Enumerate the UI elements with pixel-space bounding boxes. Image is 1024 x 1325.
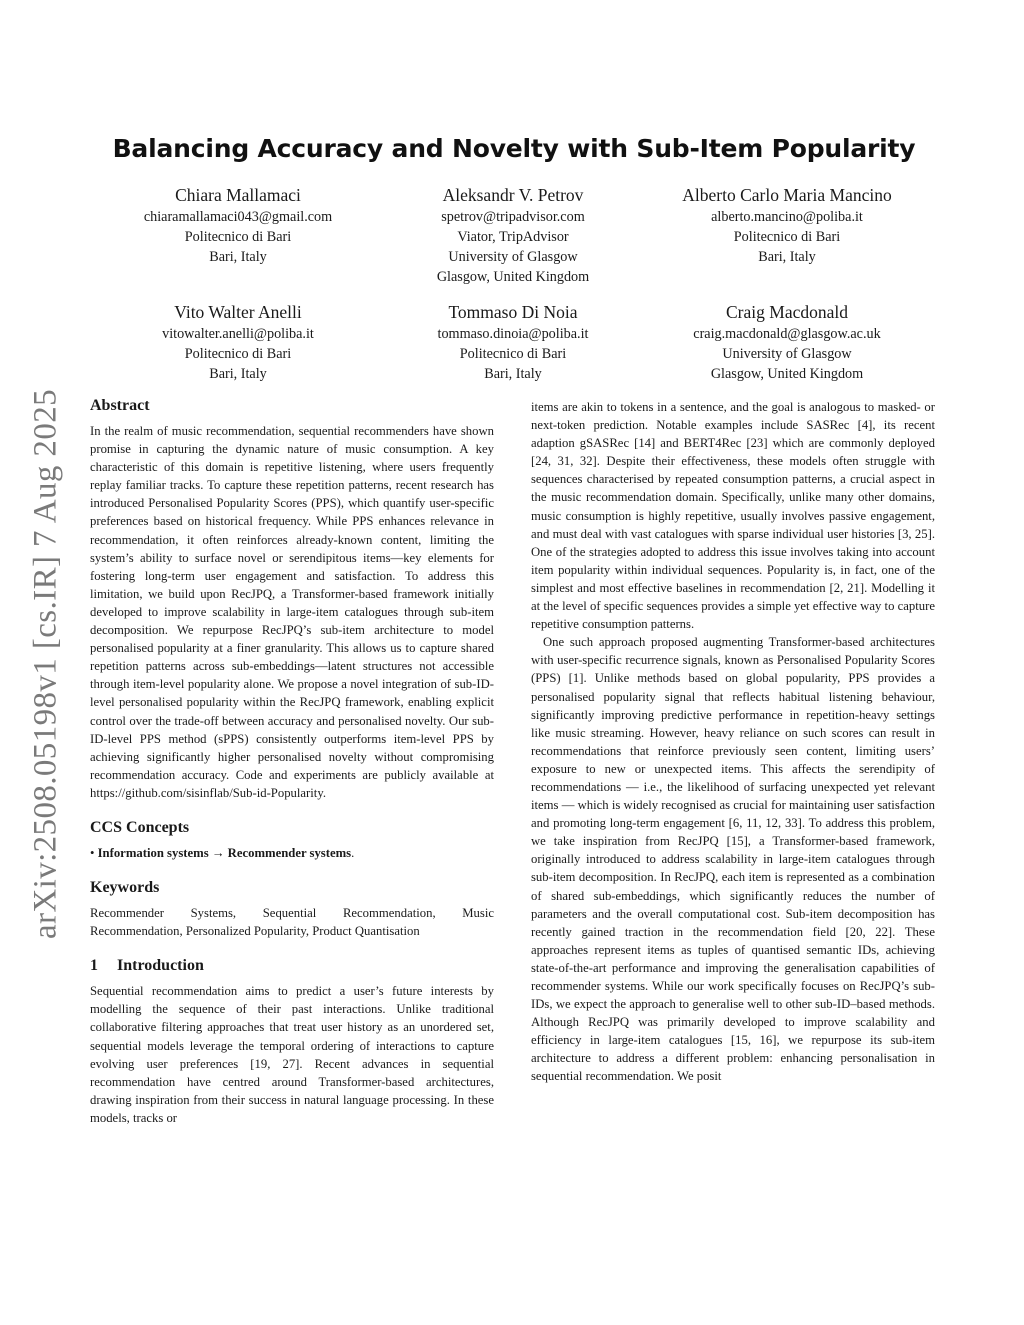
author-block [368,184,658,287]
paper-title: Balancing Accuracy and Novelty with Sub-Item Popularity [112,134,916,163]
abstract-text: In the realm of music recommendation, sequential recommenders have shown promise in capturing the dynamic nature of music consumption. A key characteristic of this domain is repetitive listening, where users frequently replay familiar tracks. To capture these repetition patterns, recent research has introduced Personalised Popularity Scores (PPS), which quantify user-specific preferences based on historical frequency. While PPS enhances relevance in recommendation, it often reinforces already-known content, limiting the system’s ability to surface novel or serendipitous items—key elements for fostering long-term user engagement and satisfaction. To address this limitation, we build upon RecJPQ, a Transformer-based framework initially developed to improve scalability in large-item catalogues through sub-item decomposition. We repurpose RecJPQ’s sub-item architecture to model personalised popularity at a finer granularity. This allows us to capture shared repetition patterns across sub-embeddings—latent structures not accessible through item-level popularity alone. We propose a novel integration of sub-ID-level personalised popularity within the RecJPQ framework, enabling explicit control over the trade-off between accuracy and personalised novelty. Our sub-ID-level PPS method (sPPS) consistently outperforms item-level PPS by achieving significantly higher personalised novelty without compromising recommendation accuracy. Code and experiments are publicly available at https://github.com/sisinflab/Sub-id-Popularity. [90,424,494,800]
author-affiliation: Politecnico di Bari [184,346,292,362]
author-affiliation: Politecnico di Bari [459,346,567,362]
ccs-concepts [90,844,494,862]
author-name: Vito Walter Anelli [174,302,302,322]
ccs-subconcept: Recommender systems [227,845,352,860]
introduction-paragraph: One such approach proposed augmenting Transformer-based architectures with user-specific recurrence signals, known as Personalised Popularity Scores (PPS) [1]. Unlike methods based on global popularity, PPS provides a personalised popularity signal that reflects habitual listening behaviour, significantly improving predictive performance in repetition-heavy settings like music streaming. However, heavy reliance on such scores can result in recommendations that reinforce previously seen content, limiting users’ exposure to new or unexpected items. This affects the serendipity of recommendations — i.e., the likelihood of surfacing unexpected yet relevant items — which is widely recognised as crucial for maintaining user satisfaction and promoting long-term engagement [6, 11, 12, 33]. To address this problem, we take inspiration from RecJPQ [15], a Transformer-based framework, originally introduced to address scalability in large-item catalogues through sub-item decomposition. In RecJPQ, each item is represented as a combination of shared sub-embeddings, which significantly reduces the number of parameters and the overall computational cost. Sub-item decomposition has recently gained traction in the recommendation field [20, 22]. These approaches represent items as tuples of quantised semantic IDs, achieving state-of-the-art performance and improving the generalisation capabilities of recommender systems. While our work specifically focuses on RecJPQ’s sub-IDs, we expect the approach to generalise well to other sub-ID–based methods. Although RecJPQ was primarily developed to improve scalability and efficiency in large-item catalogues [15, 16], we repurpose its sub-item architecture to address a different problem: enhancing personalisation in sequential recommendation. We posit [531,635,935,1084]
author-affiliation: Politecnico di Bari [733,229,841,245]
author-block [93,184,383,267]
author-email: vitowalter.anelli@poliba.it [162,326,314,342]
ccs-heading: CCS Concepts [90,818,190,836]
keywords-heading: Keywords [90,879,160,897]
author-block [93,301,383,384]
introduction-paragraph: items are akin to tokens in a sentence, and the goal is analogous to masked- or next-token prediction. Notable examples include SASRec [4], its recent adaption gSASRec [14] and BERT4Rec [23] which are commonly deployed [24, 31, 32]. Despite their effectiveness, these models often struggle with sequences characterised by repeated consumption patterns, a crucial aspect in the music recommendation domain. Specifically, unlike many other domains, music consumption is highly repetitive, usually involves passive engagement, and must deal with vast catalogues with sparse individual user histories [3, 25]. One of the strategies adopted to address this issue involves taking into account item popularity within individual sequences. Popularity is, in fact, one of the simplest and most effective baselines in recommendation [2, 21]. Modelling it at the level of specific sequences provides a simple yet effective way to capture repetitive consumption patterns. [531,400,935,632]
author-location: Bari, Italy [209,366,267,382]
author-name: Chiara Mallamaci [175,185,301,205]
introduction-heading [90,956,494,976]
section-title: Introduction [117,957,204,975]
ccs-bullet: • [90,845,95,860]
introduction-text-left: Sequential recommendation aims to predict a user’s future interests by modelling the sequence of their past interactions. Unlike traditional collaborative filtering approaches that treat user history as an unordered set, sequential models leverage the temporal ordering of interactions to capture evolving user preferences [19, 27]. Recent advances in sequential recommendation have centred around Transformer-based architectures, drawing inspiration from their success in natural language processing. In these models, tracks or [90,984,494,1125]
right-column [531,398,935,1086]
author-location: Glasgow, United Kingdom [436,269,590,285]
arxiv-id-text: arXiv:2508.05198v1 [cs.IR] 7 Aug 2025 [27,388,64,940]
arxiv-identifier [6,382,86,946]
author-affiliation: University of Glasgow [722,346,852,362]
ccs-concept: Information systems [97,845,209,860]
author-block [368,301,658,384]
author-email: spetrov@tripadvisor.com [441,209,585,225]
author-affiliation: Viator, TripAdvisor [457,229,569,245]
ccs-period: . [351,845,355,860]
abstract-heading: Abstract [90,397,150,414]
author-location: Bari, Italy [209,249,267,265]
author-location: Glasgow, United Kingdom [710,366,864,382]
author-affiliation: University of Glasgow [448,249,578,265]
author-location: Bari, Italy [484,366,542,382]
author-email: alberto.mancino@poliba.it [711,209,863,225]
keywords-text: Recommender Systems, Sequential Recommendation, Music Recommendation, Personalized Popularity, Product Quantisation [90,906,494,939]
author-name: Tommaso Di Noia [448,302,578,322]
ccs-arrow: → [211,845,225,860]
author-affiliation: Politecnico di Bari [184,229,292,245]
author-email: chiaramallamaci043@gmail.com [143,209,333,225]
author-block [642,184,932,267]
author-block [642,301,932,384]
author-name: Alberto Carlo Maria Mancino [682,185,892,205]
author-email: tommaso.dinoia@poliba.it [437,326,589,342]
section-number: 1 [90,957,98,975]
left-column [90,396,494,1127]
author-email: craig.macdonald@glasgow.ac.uk [693,326,881,342]
author-name: Aleksandr V. Petrov [442,185,584,205]
author-name: Craig Macdonald [726,302,848,322]
author-location: Bari, Italy [758,249,816,265]
